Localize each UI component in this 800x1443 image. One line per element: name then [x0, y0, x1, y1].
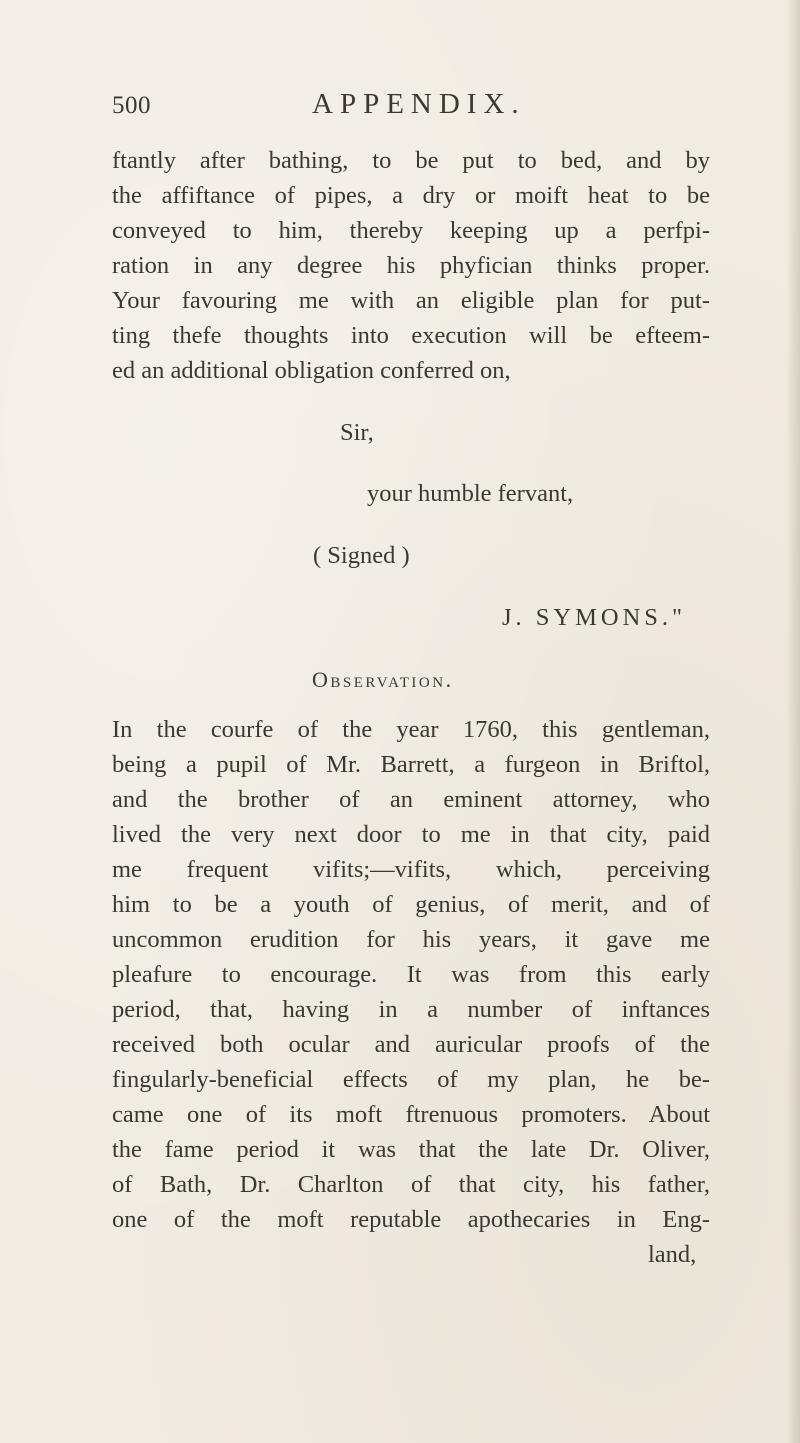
page-edge-shadow: [786, 0, 800, 1443]
letter-line: ed an additional obligation conferred on,: [112, 357, 511, 384]
letter-line: ftantly after bathing, to be put to bed, and by: [112, 147, 710, 174]
page-header: [0, 88, 800, 132]
observation-line: period, that, having in a number of inftances: [112, 996, 710, 1023]
letter-line: Your favouring me with an eligible plan for put-: [112, 287, 710, 314]
observation-line: came one of its moft ftrenuous promoters. About: [112, 1101, 710, 1128]
observation-line: uncommon erudition for his years, it gave me: [112, 926, 710, 953]
letter-closing: your humble fervant,: [367, 480, 574, 507]
signature-name: J. SYMONS.": [502, 604, 687, 631]
observation-line: me frequent vifits;—vifits, which, perceiving: [112, 856, 710, 883]
letter-line: conveyed to him, thereby keeping up a perfpi-: [112, 217, 710, 244]
observation-line: one of the moft reputable apothecaries in Eng-: [112, 1206, 710, 1233]
running-head: APPENDIX.: [312, 88, 526, 120]
salutation: Sir,: [340, 419, 374, 446]
observation-line: received both ocular and auricular proofs of the: [112, 1031, 710, 1058]
observation-line: of Bath, Dr. Charlton of that city, his father,: [112, 1171, 710, 1198]
signed-note: ( Signed ): [313, 542, 410, 569]
section-heading: Observation.: [312, 667, 454, 692]
letter-line: ration in any degree his phyfician thinks proper.: [112, 252, 710, 279]
letter-line: ting thefe thoughts into execution will be efteem-: [112, 322, 710, 349]
observation-line: In the courfe of the year 1760, this gentleman,: [112, 716, 710, 743]
observation-line: lived the very next door to me in that city, paid: [112, 821, 710, 848]
letter-line: the affiftance of pipes, a dry or moift heat to be: [112, 182, 710, 209]
catchword: land,: [648, 1241, 697, 1268]
page-number: 500: [112, 92, 151, 119]
observation-line: and the brother of an eminent attorney, who: [112, 786, 710, 813]
observation-line: the fame period it was that the late Dr. Oliver,: [112, 1136, 710, 1163]
observation-line: fingularly-beneficial effects of my plan, he be-: [112, 1066, 710, 1093]
observation-line: him to be a youth of genius, of merit, and of: [112, 891, 710, 918]
observation-line: pleafure to encourage. It was from this early: [112, 961, 710, 988]
observation-line: being a pupil of Mr. Barrett, a furgeon in Briftol,: [112, 751, 710, 778]
